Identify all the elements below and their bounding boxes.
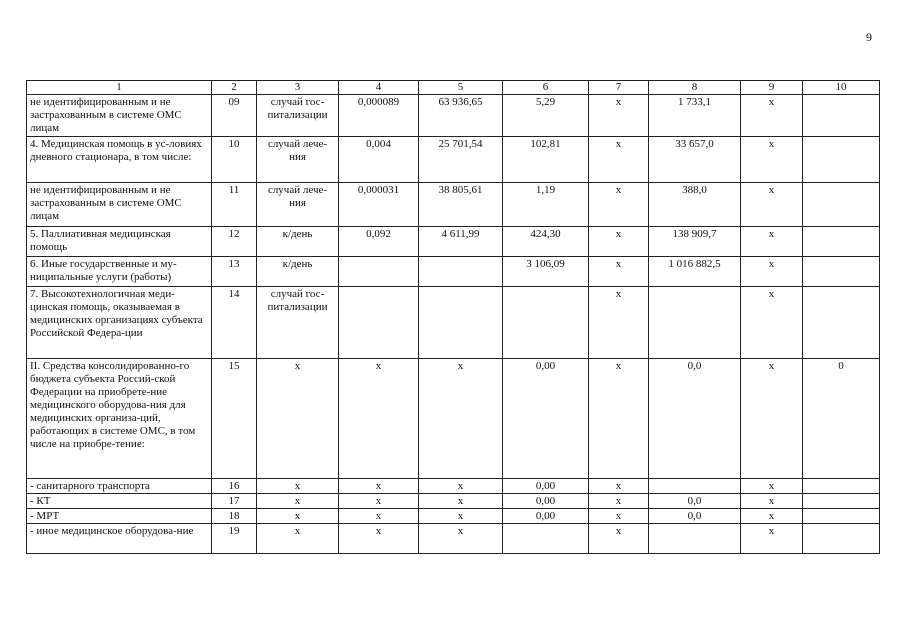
table-row: [27, 494, 880, 509]
cell-col9: x: [741, 524, 803, 554]
table-row: [27, 183, 880, 227]
row-code: 12: [212, 227, 257, 257]
row-name: не идентифицированным и не застрахованным в системе ОМС лицам: [27, 183, 212, 227]
cell-col6: 3 106,09: [503, 257, 589, 287]
row-name: II. Средства консолидированно-го бюджета субъекта Россий-ской Федерации на приобрете-ние медицинского оборудова-ния для медицинских организа-ций, работающих в системе ОМС, в том числе на приобре-тение:: [27, 359, 212, 479]
cell-col8: [649, 287, 741, 359]
cell-col4: x: [339, 359, 419, 479]
row-unit: x: [257, 509, 339, 524]
col-header: 4: [339, 81, 419, 95]
row-unit: x: [257, 479, 339, 494]
cell-col10: [803, 137, 880, 183]
cell-col8: 1 016 882,5: [649, 257, 741, 287]
cell-col6: 1,19: [503, 183, 589, 227]
table-row: [27, 227, 880, 257]
table-row: [27, 287, 880, 359]
cell-col10: 0: [803, 359, 880, 479]
cell-col7: x: [589, 137, 649, 183]
cell-col8: 1 733,1: [649, 95, 741, 137]
cell-col10: [803, 509, 880, 524]
col-header: 7: [589, 81, 649, 95]
table-row: [27, 479, 880, 494]
cell-col7: x: [589, 524, 649, 554]
cell-col9: x: [741, 287, 803, 359]
cell-col7: x: [589, 494, 649, 509]
row-unit: к/день: [257, 257, 339, 287]
col-header: 5: [419, 81, 503, 95]
cell-col7: x: [589, 183, 649, 227]
cell-col8: 138 909,7: [649, 227, 741, 257]
cell-col5: x: [419, 509, 503, 524]
row-code: 17: [212, 494, 257, 509]
cell-col9: x: [741, 137, 803, 183]
cell-col10: [803, 287, 880, 359]
cell-col10: [803, 257, 880, 287]
cell-col10: [803, 479, 880, 494]
col-header: 10: [803, 81, 880, 95]
cell-col4: x: [339, 494, 419, 509]
cell-col4: 0,000031: [339, 183, 419, 227]
cell-col5: 25 701,54: [419, 137, 503, 183]
row-code: 11: [212, 183, 257, 227]
cell-col9: x: [741, 183, 803, 227]
cell-col7: x: [589, 95, 649, 137]
cell-col8: 0,0: [649, 494, 741, 509]
cell-col10: [803, 494, 880, 509]
row-code: 18: [212, 509, 257, 524]
row-code: 09: [212, 95, 257, 137]
row-code: 13: [212, 257, 257, 287]
table-row: [27, 137, 880, 183]
cell-col4: [339, 287, 419, 359]
cell-col8: 0,0: [649, 509, 741, 524]
cell-col6: 102,81: [503, 137, 589, 183]
row-name: 4. Медицинская помощь в ус-ловиях дневного стационара, в том числе:: [27, 137, 212, 183]
cell-col4: x: [339, 509, 419, 524]
cell-col5: 4 611,99: [419, 227, 503, 257]
cell-col10: [803, 183, 880, 227]
cell-col5: [419, 257, 503, 287]
row-code: 16: [212, 479, 257, 494]
table-row: [27, 359, 880, 479]
cell-col5: x: [419, 494, 503, 509]
cell-col5: [419, 287, 503, 359]
cell-col10: [803, 227, 880, 257]
row-name: - иное медицинское оборудова-ние: [27, 524, 212, 554]
row-unit: к/день: [257, 227, 339, 257]
cell-col9: x: [741, 227, 803, 257]
cell-col9: x: [741, 257, 803, 287]
cell-col7: x: [589, 479, 649, 494]
row-unit: случай гос-питализации: [257, 287, 339, 359]
cell-col7: x: [589, 287, 649, 359]
cell-col5: 38 805,61: [419, 183, 503, 227]
cell-col4: 0,092: [339, 227, 419, 257]
row-name: 5. Паллиативная медицинская помощь: [27, 227, 212, 257]
cell-col4: 0,004: [339, 137, 419, 183]
cell-col8: 388,0: [649, 183, 741, 227]
row-name: не идентифицированным и не застрахованным в системе ОМС лицам: [27, 95, 212, 137]
cell-col6: 0,00: [503, 509, 589, 524]
header-row: [27, 81, 880, 95]
cell-col8: [649, 524, 741, 554]
cell-col9: x: [741, 509, 803, 524]
row-unit: x: [257, 494, 339, 509]
row-name: - санитарного транспорта: [27, 479, 212, 494]
cell-col5: x: [419, 359, 503, 479]
cell-col4: [339, 257, 419, 287]
cell-col6: 424,30: [503, 227, 589, 257]
cell-col8: 33 657,0: [649, 137, 741, 183]
row-name: - КТ: [27, 494, 212, 509]
col-header: 8: [649, 81, 741, 95]
row-unit: x: [257, 359, 339, 479]
cell-col5: x: [419, 524, 503, 554]
col-header: 9: [741, 81, 803, 95]
cell-col7: x: [589, 509, 649, 524]
row-unit: случай лече-ния: [257, 137, 339, 183]
table-row: [27, 257, 880, 287]
row-code: 14: [212, 287, 257, 359]
cell-col7: x: [589, 227, 649, 257]
row-unit: случай лече-ния: [257, 183, 339, 227]
row-code: 10: [212, 137, 257, 183]
row-unit: случай гос-питализации: [257, 95, 339, 137]
row-name: 6. Иные государственные и му-ниципальные услуги (работы): [27, 257, 212, 287]
cell-col8: 0,0: [649, 359, 741, 479]
cell-col7: x: [589, 257, 649, 287]
cell-col6: 0,00: [503, 479, 589, 494]
cell-col9: x: [741, 359, 803, 479]
table-row: [27, 509, 880, 524]
cell-col6: 5,29: [503, 95, 589, 137]
cell-col5: x: [419, 479, 503, 494]
cell-col10: [803, 95, 880, 137]
cell-col9: x: [741, 95, 803, 137]
cell-col5: 63 936,65: [419, 95, 503, 137]
row-unit: x: [257, 524, 339, 554]
row-name: 7. Высокотехнологичная меди-цинская помощь, оказываемая в медицинских организациях субъекта Российской Федера-ции: [27, 287, 212, 359]
col-header: 3: [257, 81, 339, 95]
cell-col4: x: [339, 479, 419, 494]
cell-col7: x: [589, 359, 649, 479]
cell-col6: 0,00: [503, 359, 589, 479]
col-header: 1: [27, 81, 212, 95]
cell-col4: x: [339, 524, 419, 554]
table-row: [27, 524, 880, 554]
col-header: 6: [503, 81, 589, 95]
row-name: - МРТ: [27, 509, 212, 524]
cell-col8: [649, 479, 741, 494]
cell-col6: [503, 524, 589, 554]
cell-col6: [503, 287, 589, 359]
table-row: [27, 95, 880, 137]
page-number: 9: [866, 30, 872, 44]
cell-col9: x: [741, 479, 803, 494]
cell-col4: 0,000089: [339, 95, 419, 137]
row-code: 15: [212, 359, 257, 479]
row-code: 19: [212, 524, 257, 554]
cell-col9: x: [741, 494, 803, 509]
cell-col6: 0,00: [503, 494, 589, 509]
col-header: 2: [212, 81, 257, 95]
cell-col10: [803, 524, 880, 554]
financing-table: [26, 80, 880, 554]
